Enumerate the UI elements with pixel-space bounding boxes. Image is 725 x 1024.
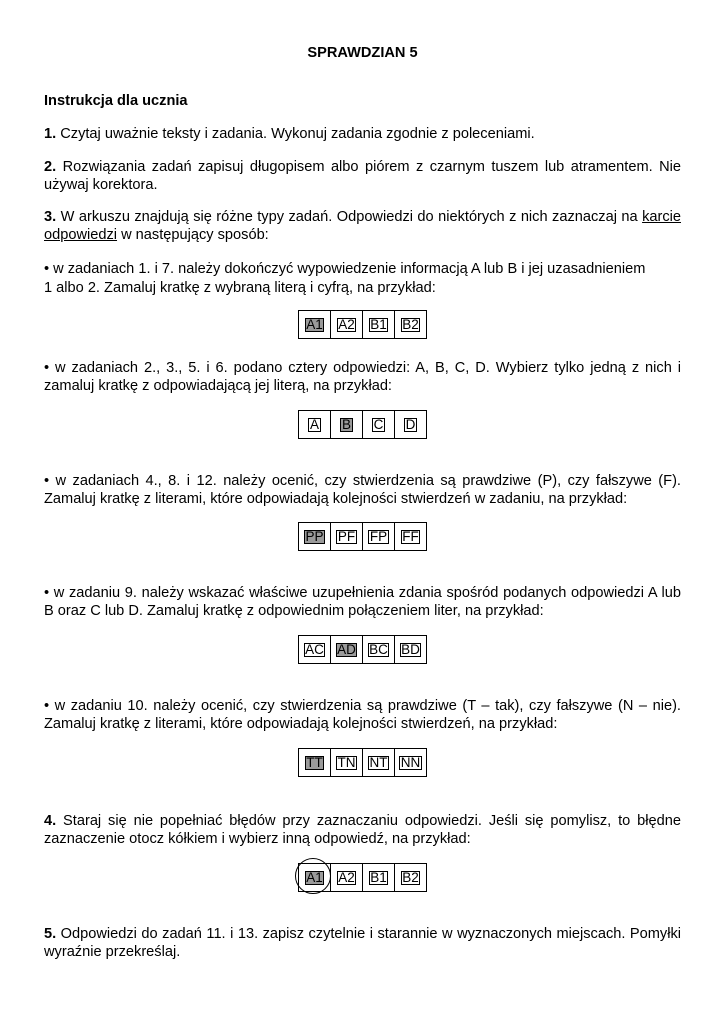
example-option: TN	[337, 754, 356, 770]
instruction-4-number: 4.	[44, 813, 57, 829]
example-option: NN	[400, 754, 421, 770]
instruction-5-number: 5.	[44, 926, 57, 942]
example-cell	[395, 749, 426, 776]
example-cell	[331, 749, 363, 776]
instruction-3-number: 3.	[44, 209, 57, 225]
example-option-selected: PP	[305, 528, 324, 544]
instruction-2	[44, 159, 681, 194]
instruction-5	[44, 926, 681, 961]
instruction-4-text: Staraj się nie popełniać błędów przy zaznaczaniu odpowiedzi. Jeśli się pomylisz, to błędne zaznaczenie otocz kółkiem i wybierz inną odpowiedź, na przykład:	[44, 813, 681, 847]
bullet-3: • w zadaniach 4., 8. i 12. należy ocenić, czy stwierdzenia są prawdziwe (P), czy fałszywe (F). Zamaluj kratkę z literami, które odpowiadają kolejności stwierdzeń w zadaniu, na przykład:	[44, 473, 681, 507]
example-option: PF	[337, 528, 356, 544]
example-option: B1	[370, 869, 387, 885]
example-cell	[363, 636, 395, 663]
instruction-1-text: Czytaj uważnie teksty i zadania. Wykonuj zadania zgodnie z poleceniami.	[56, 126, 535, 142]
example-option-selected: B	[341, 416, 351, 432]
example-option: FP	[369, 528, 388, 544]
example-cell	[331, 523, 363, 550]
example-cell	[363, 749, 395, 776]
example-cell	[299, 636, 331, 663]
instruction-2-text: Rozwiązania zadań zapisuj długopisem albo piórem z czarnym tuszem lub atramentem. Nie używaj korektora.	[44, 159, 681, 193]
example-option: NT	[369, 754, 388, 770]
instruction-1-number: 1.	[44, 126, 57, 142]
instruction-3-text-b: w następujący sposób:	[117, 226, 269, 243]
correction-circle	[295, 858, 331, 894]
example-cell	[299, 523, 331, 550]
bullet-4: • w zadaniu 9. należy wskazać właściwe uzupełnienia zdania spośród podanych odpowiedzi A lub B oraz C lub D. Zamaluj kratkę z odpowiednim połączeniem liter, na przykład:	[44, 585, 681, 619]
instruction-4	[44, 813, 681, 848]
example-cell	[299, 864, 331, 891]
example-option: A	[309, 416, 319, 432]
example-cell	[331, 864, 363, 891]
answer-sheet-link: karcie odpowiedzi	[44, 209, 681, 243]
example-cell	[299, 311, 331, 338]
example-cell	[395, 523, 426, 550]
bullet-1	[44, 260, 681, 298]
example-bullet-4	[298, 635, 427, 664]
example-cell	[299, 411, 331, 438]
example-option: AC	[305, 641, 324, 657]
bullet-1-line-1: • w zadaniach 1. i 7. należy dokończyć wypowiedzenie informacją A lub B i jej uzasadnieniem	[44, 261, 646, 277]
example-cell	[363, 411, 395, 438]
example-cell	[331, 311, 363, 338]
example-option: B2	[402, 316, 419, 332]
example-cell	[395, 636, 426, 663]
example-option: BD	[401, 641, 420, 657]
example-cell	[395, 311, 426, 338]
example-option: C	[373, 416, 384, 432]
instruction-3-text-a: W arkuszu znajdują się różne typy zadań. Odpowiedzi do niektórych z nich zaznaczaj na	[56, 209, 643, 225]
example-cell	[395, 864, 426, 891]
example-option: BC	[369, 641, 388, 657]
example-bullet-3	[298, 522, 427, 551]
instructions-heading: Instrukcja dla ucznia	[44, 93, 188, 109]
instruction-5-text: Odpowiedzi do zadań 11. i 13. zapisz czytelnie i starannie w wyznaczonych miejscach. Pomyłki wyraźnie przekreślaj.	[44, 926, 681, 960]
example-cell	[363, 311, 395, 338]
example-option: A2	[338, 316, 355, 332]
example-option: FF	[402, 528, 419, 544]
instruction-3	[44, 209, 681, 244]
instruction-1	[44, 126, 681, 144]
example-bullet-2	[298, 410, 427, 439]
example-option-selected: TT	[306, 754, 323, 770]
example-option: B2	[402, 869, 419, 885]
example-cell	[395, 411, 426, 438]
bullet-5: • w zadaniu 10. należy ocenić, czy stwierdzenia są prawdziwe (T – tak), czy fałszywe (N – nie). Zamaluj kratkę z literami, które odpowiadają kolejności stwierdzeń, na przykład:	[44, 698, 681, 732]
example-cell	[331, 636, 363, 663]
example-cell	[299, 749, 331, 776]
instruction-2-number: 2.	[44, 159, 57, 175]
example-option: D	[405, 416, 416, 432]
example-option-selected: AD	[337, 641, 356, 657]
example-bullet-1	[298, 310, 427, 339]
example-option: A2	[338, 869, 355, 885]
page-title: SPRAWDZIAN 5	[307, 45, 418, 61]
example-option: B1	[370, 316, 387, 332]
bullet-2: • w zadaniach 2., 3., 5. i 6. podano cztery odpowiedzi: A, B, C, D. Wybierz tylko jedną z nich i zamaluj kratkę z odpowiadającą jej literą, na przykład:	[44, 360, 681, 394]
example-option-selected: A1	[306, 316, 323, 332]
bullet-1-line-2: 1 albo 2. Zamaluj kratkę z wybraną literą i cyfrą, na przykład:	[44, 280, 436, 296]
example-bullet-5	[298, 748, 427, 777]
example-option-crossed: A1	[306, 869, 323, 885]
example-cell	[363, 864, 395, 891]
example-correction	[298, 863, 427, 892]
example-cell	[363, 523, 395, 550]
example-cell	[331, 411, 363, 438]
